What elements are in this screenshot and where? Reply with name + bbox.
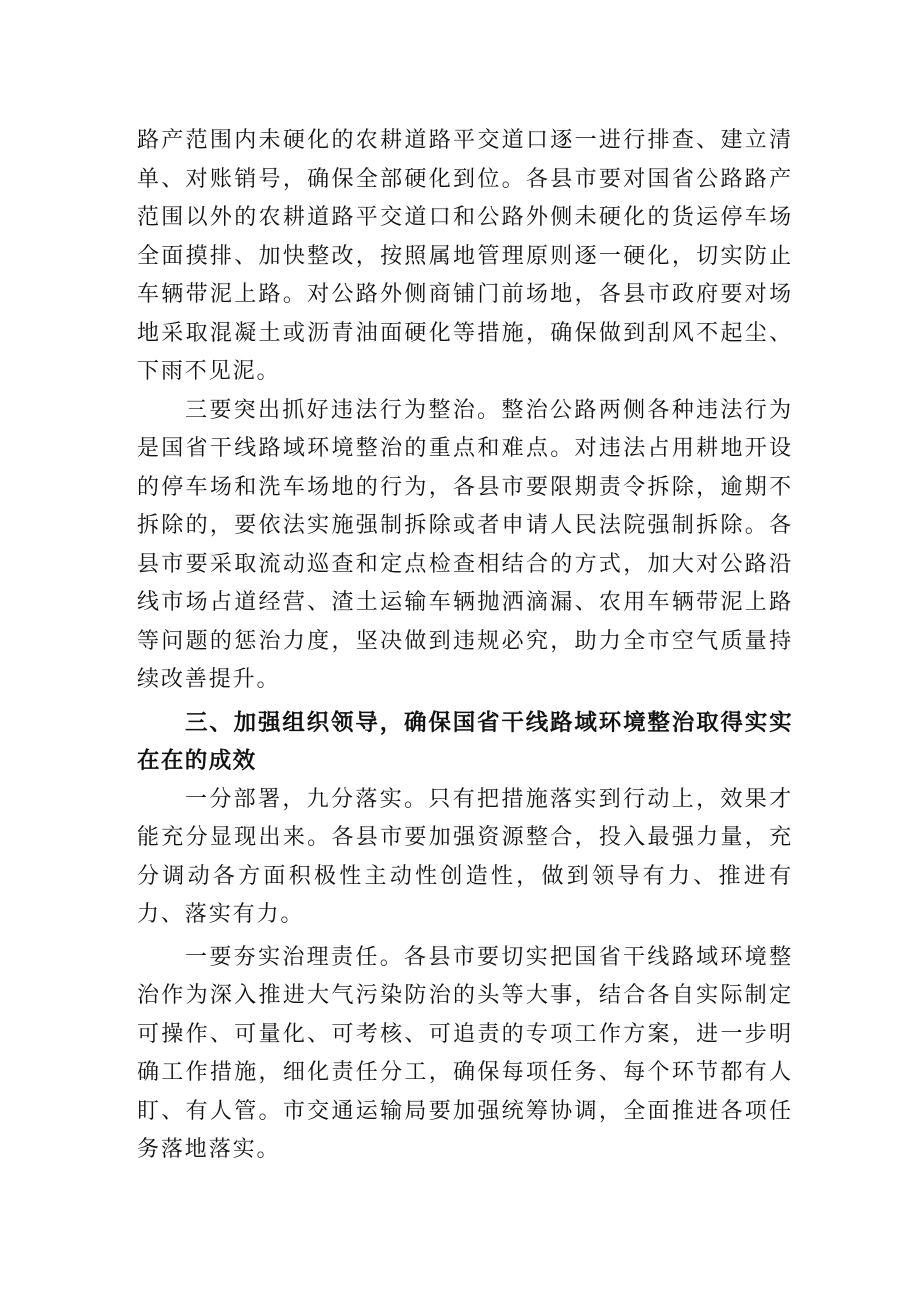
paragraph-road-hardening: 路产范围内未硬化的农耕道路平交道口逐一进行排查、建立清单、对账销号，确保全部硬化到位。各县市要对国省公路路产范围以外的农耕道路平交道口和公路外侧未硬化的货运停车场全面摸排、加快整改，按照属地管理原则逐一硬化，切实防止车辆带泥上路。对公路外侧商铺门前场地，各县市政府要对场地采取混凝土或沥青油面硬化等措施，确保做到刮风不起尘、下雨不见泥。	[137, 128, 793, 384]
section-heading: 三、加强组织领导，确保国省干线路域环境整治取得实实在在的成效	[137, 709, 793, 774]
paragraph-deployment: 一分部署，九分落实。只有把措施落实到行动上，效果才能充分显现出来。各县市要加强资源整合，投入最强力量，充分调动各方面积极性主动性创造性，做到领导有力、推进有力、落实有力。	[137, 786, 793, 927]
paragraph-illegal-behavior: 三要突出抓好违法行为整治。整治公路两侧各种违法行为是国省干线路域环境整治的重点和难点。对违法占用耕地开设的停车场和洗车场地的行为，各县市要限期责令拆除，逾期不拆除的，要依法实施强制拆除或者申请人民法院强制拆除。各县市要采取流动巡查和定点检查相结合的方式，加大对公路沿线市场占道经营、渣土运输车辆抛洒滴漏、农用车辆带泥上路等问题的惩治力度，坚决做到违规必究，助力全市空气质量持续改善提升。	[137, 397, 793, 692]
paragraph-responsibility: 一要夯实治理责任。各县市要切实把国省干线路域环境整治作为深入推进大气污染防治的头等大事，结合各自实际制定可操作、可量化、可考核、可追责的专项工作方案，进一步明确工作措施，细化责任分工，确保每项任务、每个环节都有人盯、有人管。市交通运输局要加强统筹协调，全面推进各项任务落地落实。	[137, 944, 793, 1162]
document-page	[137, 122, 793, 1170]
